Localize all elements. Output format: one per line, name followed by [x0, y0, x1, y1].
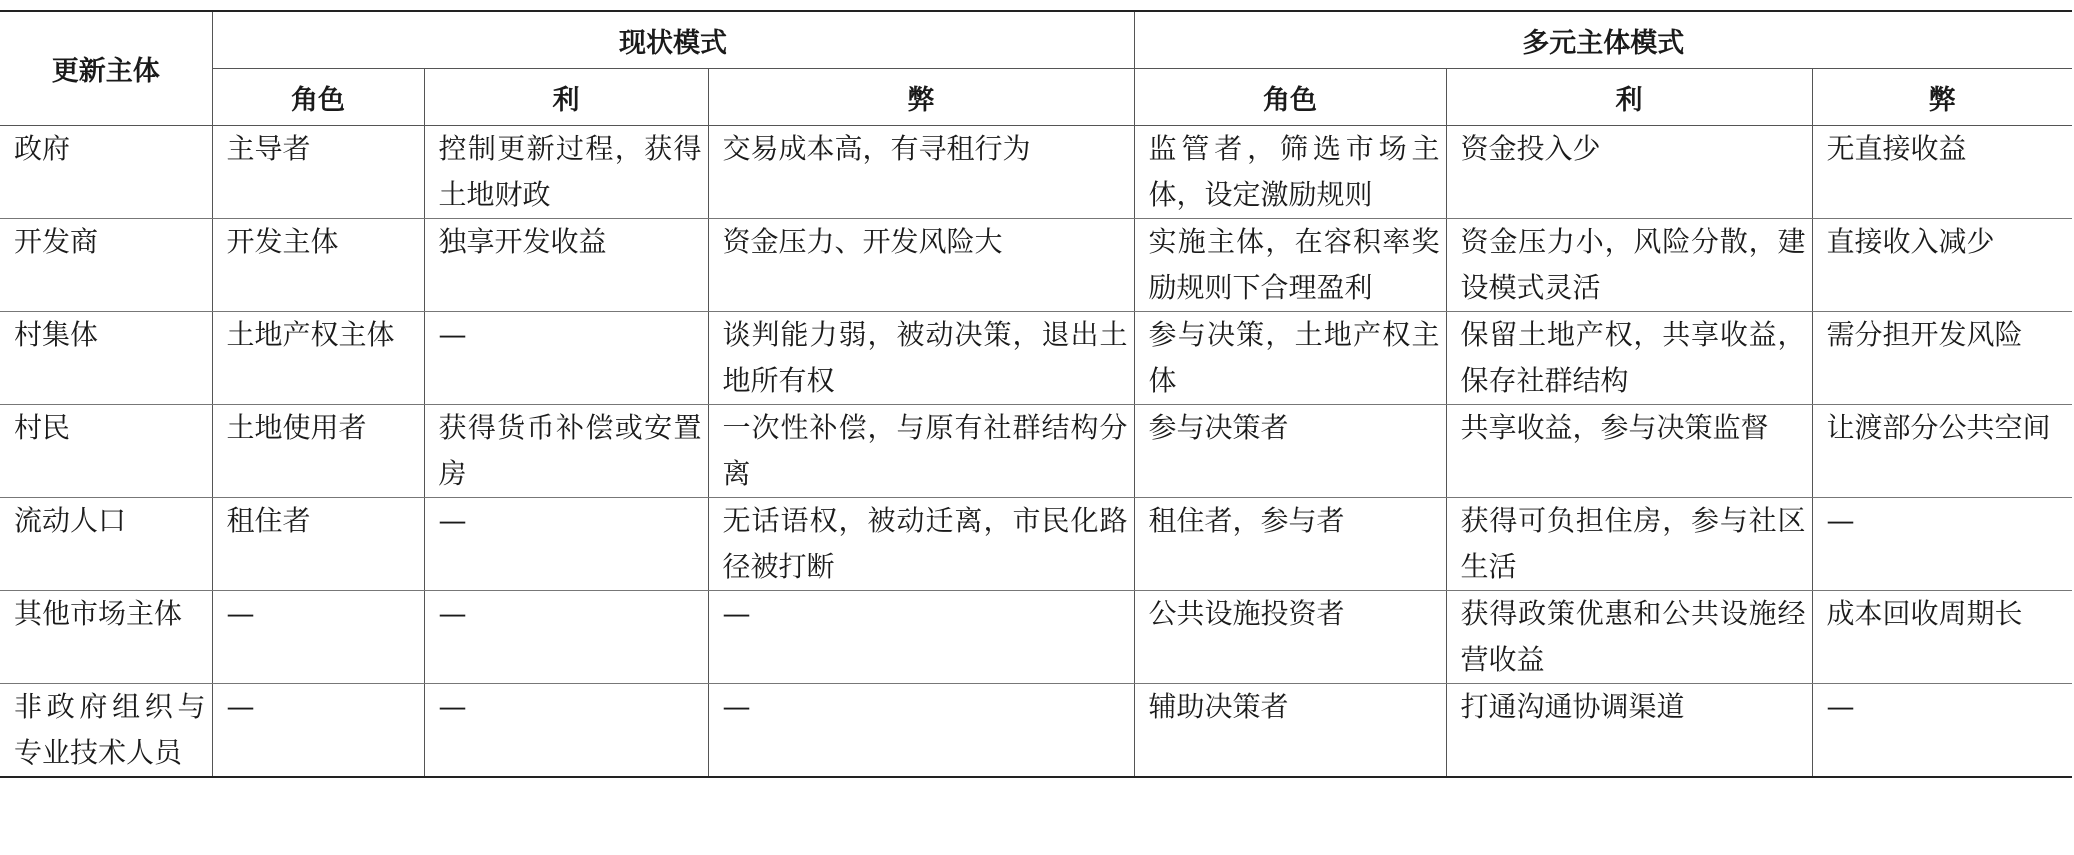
cell-current-pros: —: [424, 684, 708, 778]
header-row-subcols: [0, 69, 2072, 126]
cell-multi-role: 监管者，筛选市场主体，设定激励规则: [1134, 126, 1446, 219]
cell-current-role: 租住者: [212, 498, 424, 591]
table-row: [0, 684, 2072, 778]
header-actor: 更新主体: [0, 11, 212, 126]
comparison-table: [0, 10, 2072, 778]
table-row: [0, 219, 2072, 312]
cell-current-pros: —: [424, 498, 708, 591]
table-row: [0, 126, 2072, 219]
cell-multi-cons: 无直接收益: [1812, 126, 2072, 219]
cell-current-role: 主导者: [212, 126, 424, 219]
cell-current-pros: 获得货币补偿或安置房: [424, 405, 708, 498]
cell-current-cons: 谈判能力弱，被动决策，退出土地所有权: [708, 312, 1134, 405]
cell-multi-cons: —: [1812, 498, 2072, 591]
header-group-multi-actor-mode: 多元主体模式: [1134, 11, 2072, 69]
cell-actor: 开发商: [0, 219, 212, 312]
cell-current-cons: —: [708, 591, 1134, 684]
cell-multi-pros: 获得可负担住房，参与社区生活: [1446, 498, 1812, 591]
cell-current-role: —: [212, 684, 424, 778]
table-row: [0, 405, 2072, 498]
cell-multi-pros: 获得政策优惠和公共设施经营收益: [1446, 591, 1812, 684]
cell-current-pros: 独享开发收益: [424, 219, 708, 312]
header-row-groups: [0, 11, 2072, 69]
cell-multi-role: 参与决策，土地产权主体: [1134, 312, 1446, 405]
cell-multi-role: 实施主体，在容积率奖励规则下合理盈利: [1134, 219, 1446, 312]
cell-current-role: —: [212, 591, 424, 684]
cell-multi-cons: —: [1812, 684, 2072, 778]
cell-current-cons: 交易成本高，有寻租行为: [708, 126, 1134, 219]
cell-multi-cons: 需分担开发风险: [1812, 312, 2072, 405]
cell-multi-pros: 共享收益，参与决策监督: [1446, 405, 1812, 498]
table-row: [0, 498, 2072, 591]
cell-actor: 流动人口: [0, 498, 212, 591]
cell-current-cons: —: [708, 684, 1134, 778]
cell-multi-role: 公共设施投资者: [1134, 591, 1446, 684]
cell-current-pros: —: [424, 312, 708, 405]
cell-current-role: 土地产权主体: [212, 312, 424, 405]
cell-actor: 政府: [0, 126, 212, 219]
header-current-pros: 利: [424, 69, 708, 126]
cell-multi-pros: 保留土地产权，共享收益，保存社群结构: [1446, 312, 1812, 405]
comparison-table-wrapper: [0, 10, 2072, 778]
cell-multi-role: 参与决策者: [1134, 405, 1446, 498]
cell-multi-cons: 成本回收周期长: [1812, 591, 2072, 684]
cell-current-cons: 无话语权，被动迁离，市民化路径被打断: [708, 498, 1134, 591]
header-multi-cons: 弊: [1812, 69, 2072, 126]
cell-multi-cons: 直接收入减少: [1812, 219, 2072, 312]
cell-multi-role: 辅助决策者: [1134, 684, 1446, 778]
table-row: [0, 312, 2072, 405]
cell-multi-pros: 资金投入少: [1446, 126, 1812, 219]
cell-multi-pros: 打通沟通协调渠道: [1446, 684, 1812, 778]
header-current-role: 角色: [212, 69, 424, 126]
cell-actor: 村集体: [0, 312, 212, 405]
cell-current-pros: —: [424, 591, 708, 684]
table-row: [0, 591, 2072, 684]
cell-actor: 非政府组织与专业技术人员: [0, 684, 212, 778]
header-group-current-mode: 现状模式: [212, 11, 1134, 69]
cell-current-cons: 资金压力、开发风险大: [708, 219, 1134, 312]
cell-multi-pros: 资金压力小，风险分散，建设模式灵活: [1446, 219, 1812, 312]
header-multi-role: 角色: [1134, 69, 1446, 126]
header-multi-pros: 利: [1446, 69, 1812, 126]
header-current-cons: 弊: [708, 69, 1134, 126]
cell-multi-cons: 让渡部分公共空间: [1812, 405, 2072, 498]
cell-actor: 其他市场主体: [0, 591, 212, 684]
cell-actor: 村民: [0, 405, 212, 498]
cell-multi-role: 租住者，参与者: [1134, 498, 1446, 591]
cell-current-cons: 一次性补偿，与原有社群结构分离: [708, 405, 1134, 498]
cell-current-role: 土地使用者: [212, 405, 424, 498]
cell-current-role: 开发主体: [212, 219, 424, 312]
cell-current-pros: 控制更新过程，获得土地财政: [424, 126, 708, 219]
